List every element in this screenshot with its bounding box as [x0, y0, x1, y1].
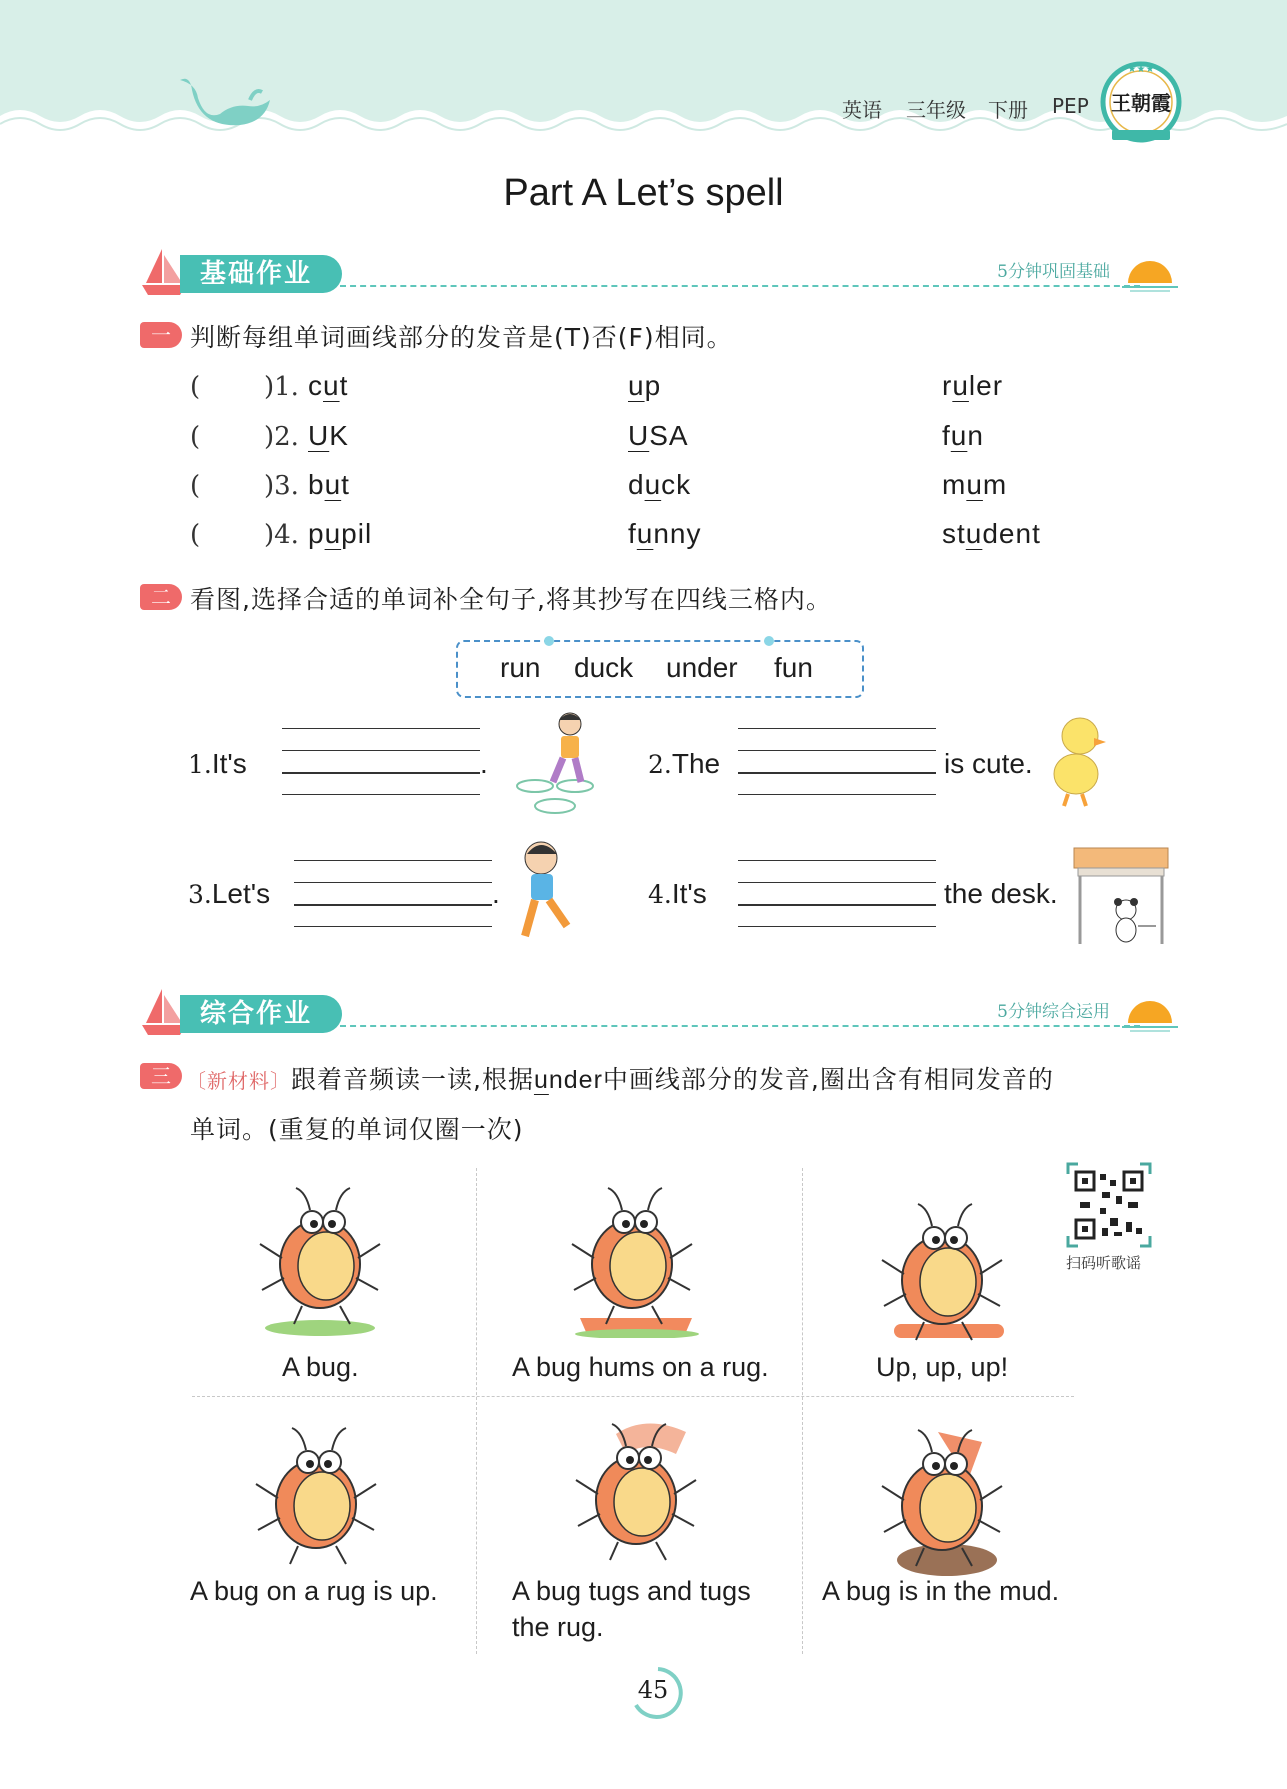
spelling-word: ruler [942, 370, 1004, 401]
spelling-word: UK [308, 420, 349, 451]
header-subject: 英语 [842, 98, 882, 122]
item-number: 2. [648, 750, 672, 779]
answer-paren[interactable]: ( [190, 520, 201, 550]
keyword-rest: nder [548, 1066, 603, 1094]
four-line-grid-4[interactable] [738, 860, 936, 926]
underlined-letter: u [533, 1066, 549, 1094]
underlined-letter: u [636, 518, 654, 549]
new-material-tag: 〔新材料〕 [186, 1069, 291, 1093]
underlined-letter: U [308, 420, 330, 451]
bug-jumping-illustration [872, 1194, 1022, 1354]
q2-item-1 [188, 748, 247, 780]
header-edition: PEP [1052, 94, 1089, 118]
instruction-part: 跟着音频读一读,根据 [291, 1065, 534, 1094]
section-hint: 5分钟综合运用 [997, 1002, 1110, 1022]
word-bank-item: fun [774, 652, 813, 683]
question-badge-3: 三 [140, 1063, 182, 1089]
sun-icon [1120, 249, 1180, 293]
item-before: It's [671, 878, 707, 909]
svg-text:王朝霞: 王朝霞 [1111, 91, 1171, 115]
q2-item-2 [648, 748, 720, 780]
spelling-word: cut [308, 370, 349, 401]
whale-icon [170, 70, 280, 140]
caption-5-line2: the rug. [512, 1612, 604, 1642]
underlined-letter: u [950, 420, 968, 451]
instruction-part: 中画线部分的发音,圈出含有相同发音的 [602, 1065, 1054, 1094]
caption-3: Up, up, up! [876, 1352, 1009, 1382]
instruction-keyword [534, 1066, 603, 1094]
underlined-letter: u [324, 518, 342, 549]
spelling-word: USA [628, 420, 689, 451]
answer-paren[interactable]: ( [190, 471, 201, 501]
word-bank-box [456, 640, 864, 698]
item-before: The [671, 748, 721, 779]
section-dashed-line [340, 285, 1140, 287]
svg-text:★★★: ★★★ [1127, 64, 1155, 75]
item-after: . [480, 748, 488, 779]
caption-2: A bug hums on a rug. [512, 1352, 769, 1382]
question-badge-1: 一 [140, 322, 182, 348]
question-2-instruction: 看图,选择合适的单词补全句子,将其抄写在四线三格内。 [190, 585, 832, 614]
answer-paren[interactable]: ( [190, 422, 201, 452]
spelling-word: fun [942, 420, 984, 451]
underlined-letter: u [644, 469, 662, 500]
caption-4: A bug on a rug is up. [190, 1576, 438, 1606]
spelling-word: mum [942, 469, 1008, 500]
sun-icon [1120, 989, 1180, 1033]
spelling-word: student [942, 518, 1041, 549]
bug-on-rug-illustration [562, 1178, 712, 1338]
spelling-word: funny [628, 518, 702, 549]
caption-5: A bug tugs and tugs [512, 1576, 751, 1606]
underlined-letter: U [628, 420, 650, 451]
boy-hopscotch-illustration [505, 710, 610, 820]
caption-1: A bug. [282, 1352, 359, 1382]
dot-decoration [544, 636, 554, 646]
page-number: 45 [637, 1676, 669, 1704]
item-number: 4. [648, 880, 672, 909]
qr-code[interactable] [1066, 1162, 1152, 1248]
grid-divider [192, 1396, 1074, 1397]
bug-spinning-illustration [246, 1418, 396, 1578]
answer-paren[interactable]: ( [190, 372, 201, 402]
section-header-comprehensive [140, 985, 1180, 1039]
question-badge-2: 二 [140, 584, 182, 610]
header-volume: 下册 [988, 98, 1028, 122]
underlined-letter: u [324, 469, 342, 500]
caption-6: A bug is in the mud. [822, 1576, 1060, 1606]
grid-divider [476, 1168, 477, 1654]
section-hint: 5分钟巩固基础 [997, 262, 1110, 282]
item-after: is cute. [944, 748, 1033, 779]
section-label: 综合作业 [180, 995, 342, 1033]
header-grade: 三年级 [906, 98, 966, 122]
four-line-grid-2[interactable] [738, 728, 936, 794]
row-number: )4. [264, 520, 299, 550]
question-3-instruction-line2: 单词。(重复的单词仅圈一次) [190, 1115, 524, 1144]
section-header-basic [140, 245, 1180, 299]
word-bank-item: under [666, 652, 738, 683]
duck-illustration [1046, 712, 1108, 812]
row-number: )1. [264, 372, 299, 402]
bug-tugging-illustration [566, 1414, 716, 1574]
question-1-instruction: 判断每组单词画线部分的发音是(T)否(F)相同。 [190, 323, 733, 352]
q2-item-3 [188, 878, 270, 910]
four-line-grid-1[interactable] [282, 728, 480, 794]
item-before: Let's [211, 878, 271, 909]
four-line-grid-3[interactable] [294, 860, 492, 926]
spelling-word: duck [628, 469, 692, 500]
underlined-letter: u [323, 370, 340, 401]
section-dashed-line [340, 1025, 1140, 1027]
spelling-word: up [628, 370, 662, 401]
q2-item-4 [648, 878, 707, 910]
bug-running-illustration [250, 1178, 400, 1338]
spelling-word: but [308, 469, 350, 500]
item-after: . [492, 878, 500, 909]
dot-decoration [764, 636, 774, 646]
item-number: 3. [188, 880, 212, 909]
underlined-letter: u [952, 370, 969, 401]
word-bank-item: run [500, 652, 541, 683]
section-label: 基础作业 [180, 255, 342, 293]
underlined-letter: u [965, 518, 983, 549]
brand-logo [1098, 58, 1184, 148]
item-before: It's [211, 748, 247, 779]
item-number: 1. [188, 750, 212, 779]
running-boy-illustration [505, 836, 585, 952]
item-after: the desk. [944, 878, 1058, 909]
spelling-word: pupil [308, 518, 373, 549]
underlined-letter: u [966, 469, 983, 500]
question-3-instruction [186, 1060, 1054, 1096]
underlined-letter: u [628, 370, 645, 401]
row-number: )2. [264, 422, 299, 452]
desk-panda-illustration [1070, 846, 1172, 948]
bug-in-mud-illustration [872, 1420, 1022, 1580]
grid-divider [802, 1168, 803, 1654]
row-number: )3. [264, 471, 299, 501]
word-bank-item: duck [574, 652, 634, 683]
qr-caption: 扫码听歌谣 [1066, 1254, 1142, 1272]
page-title: Part A Let’s spell [503, 172, 784, 214]
